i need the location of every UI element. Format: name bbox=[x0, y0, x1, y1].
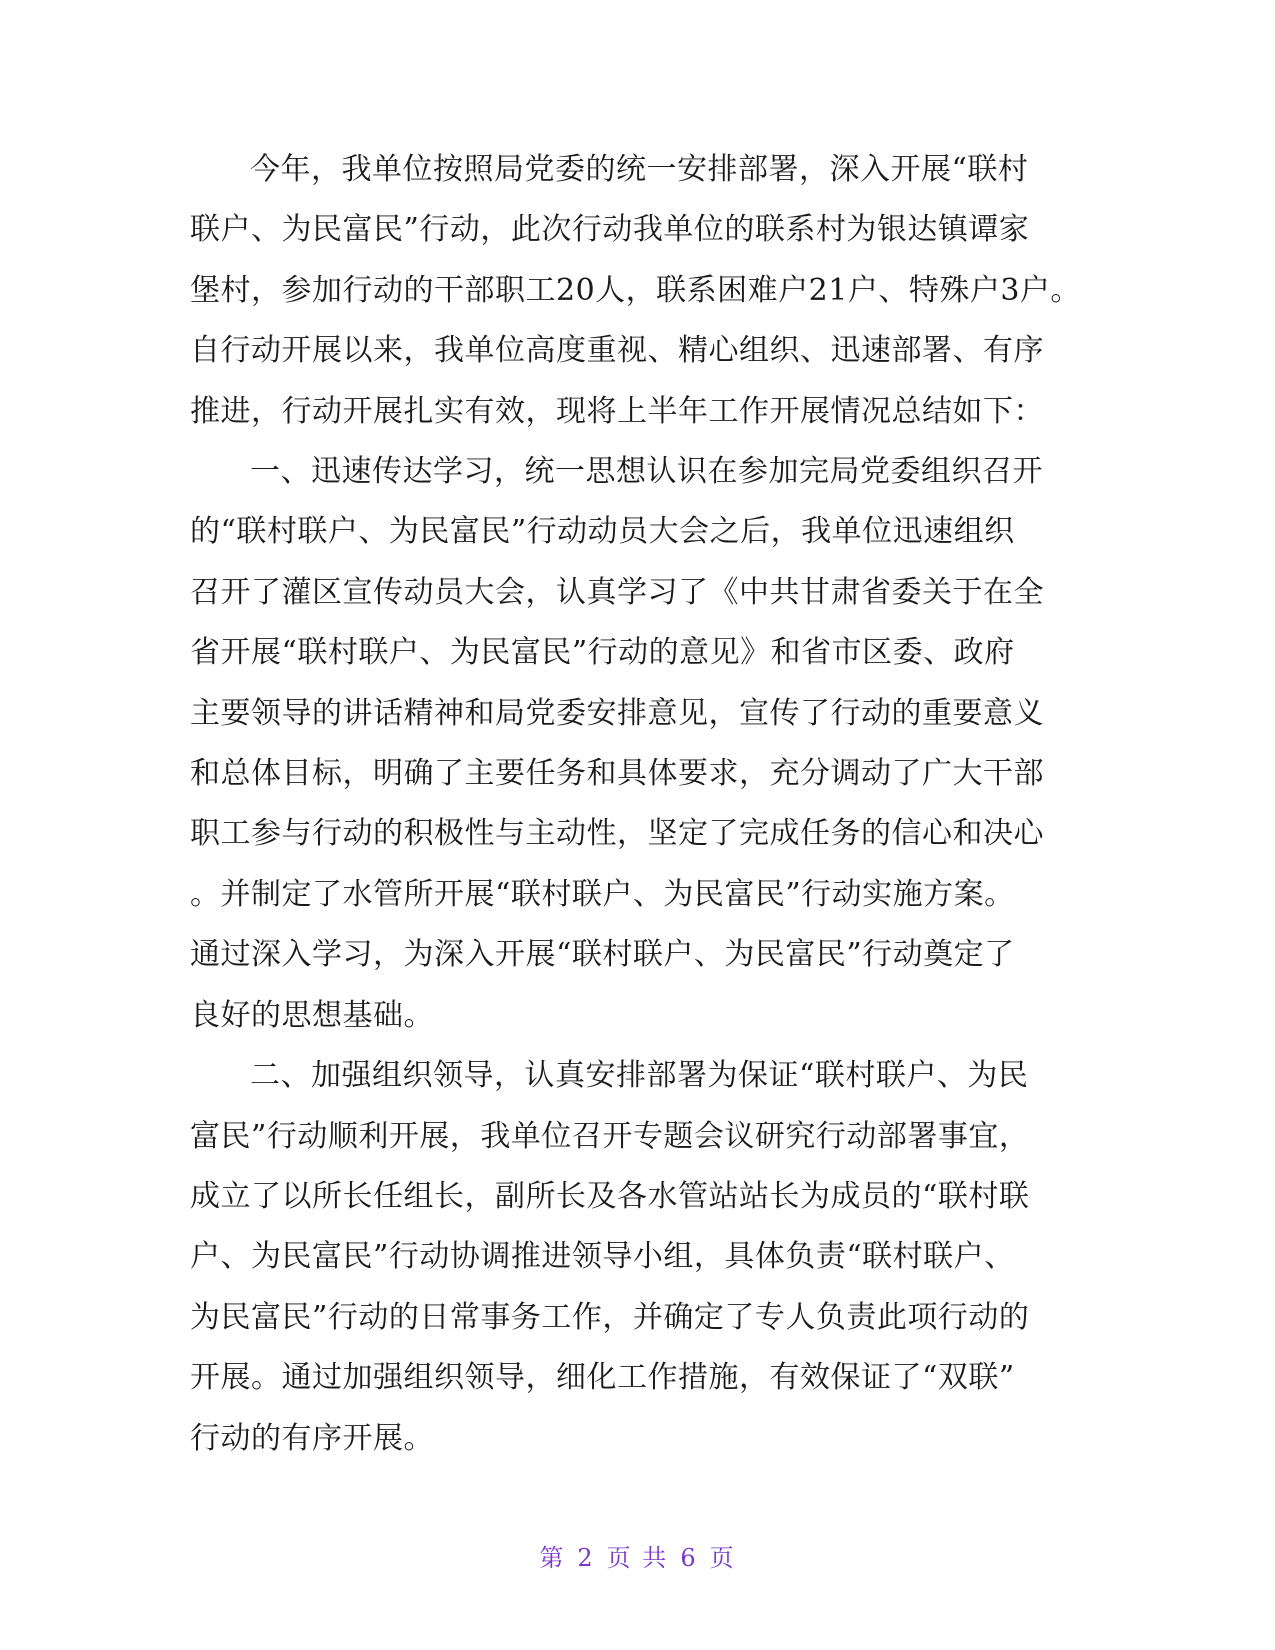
text-line: 今年，我单位按照局党委的统一安排部署，深入开展“联村 bbox=[250, 152, 1029, 187]
text-line: 为民富民”行动的日常事务工作，并确定了专人负责此项行动的 bbox=[190, 1299, 1030, 1335]
footer-middle: 页 共 bbox=[606, 1544, 669, 1572]
text-line: 开展。通过加强组织领导，细化工作措施，有效保证了“双联” bbox=[190, 1360, 1015, 1396]
text-line: 行动的有序开展。 bbox=[190, 1420, 434, 1456]
text-line: 富民”行动顺利开展，我单位召开专题会议研究行动部署事宜， bbox=[190, 1118, 1030, 1154]
paragraph-intro bbox=[190, 140, 1081, 442]
text-line: 。并制定了水管所开展“联村联户、为民富民”行动实施方案。 bbox=[190, 876, 1015, 912]
document-body bbox=[190, 140, 1081, 1469]
text-line: 推进，行动开展扎实有效，现将上半年工作开展情况总结如下： bbox=[190, 393, 1044, 429]
text-line: 二、加强组织领导，认真安排部署为保证“联村联户、为民 bbox=[250, 1058, 1029, 1094]
text-line: 自行动开展以来，我单位高度重视、精心组织、迅速部署、有序 bbox=[190, 333, 1044, 369]
paragraph-section-1 bbox=[190, 442, 1070, 1046]
text-line: 和总体目标，明确了主要任务和具体要求，充分调动了广大干部 bbox=[190, 756, 1044, 792]
text-line: 良好的思想基础。 bbox=[190, 997, 434, 1033]
footer-suffix: 页 bbox=[709, 1544, 736, 1572]
text-line: 一、迅速传达学习，统一思想认识在参加完局党委组织召开 bbox=[250, 454, 1043, 490]
text-line: 职工参与行动的积极性与主动性，坚定了完成任务的信心和决心 bbox=[190, 816, 1044, 852]
text-line: 通过深入学习，为深入开展“联村联户、为民富民”行动奠定了 bbox=[190, 937, 1015, 973]
text-line: 省开展“联村联户、为民富民”行动的意见》和省市区委、政府 bbox=[190, 635, 1015, 671]
text-line: 成立了以所长任组长，副所长及各水管站站长为成员的“联村联 bbox=[190, 1178, 1030, 1214]
text-line: 户、为民富民”行动协调推进领导小组，具体负责“联村联户、 bbox=[190, 1239, 1015, 1275]
page-footer bbox=[0, 1538, 1275, 1573]
footer-prefix: 第 bbox=[539, 1544, 566, 1572]
text-line: 主要领导的讲话精神和局党委安排意见，宣传了行动的重要意义 bbox=[190, 695, 1044, 731]
text-line: 联户、为民富民”行动，此次行动我单位的联系村为银达镇谭家 bbox=[190, 212, 1030, 248]
text-line: 召开了灌区宣传动员大会，认真学习了《中共甘肃省委关于在全 bbox=[190, 574, 1044, 610]
text-line: 的“联村联户、为民富民”行动动员大会之后，我单位迅速组织 bbox=[190, 514, 1015, 550]
paragraph-section-2 bbox=[190, 1046, 1070, 1469]
text-line: 堡村，参加行动的干部职工20人，联系困难户21户、特殊户3户。 bbox=[190, 272, 1081, 308]
footer-current-page: 2 bbox=[577, 1544, 595, 1572]
footer-total-pages: 6 bbox=[680, 1544, 698, 1572]
